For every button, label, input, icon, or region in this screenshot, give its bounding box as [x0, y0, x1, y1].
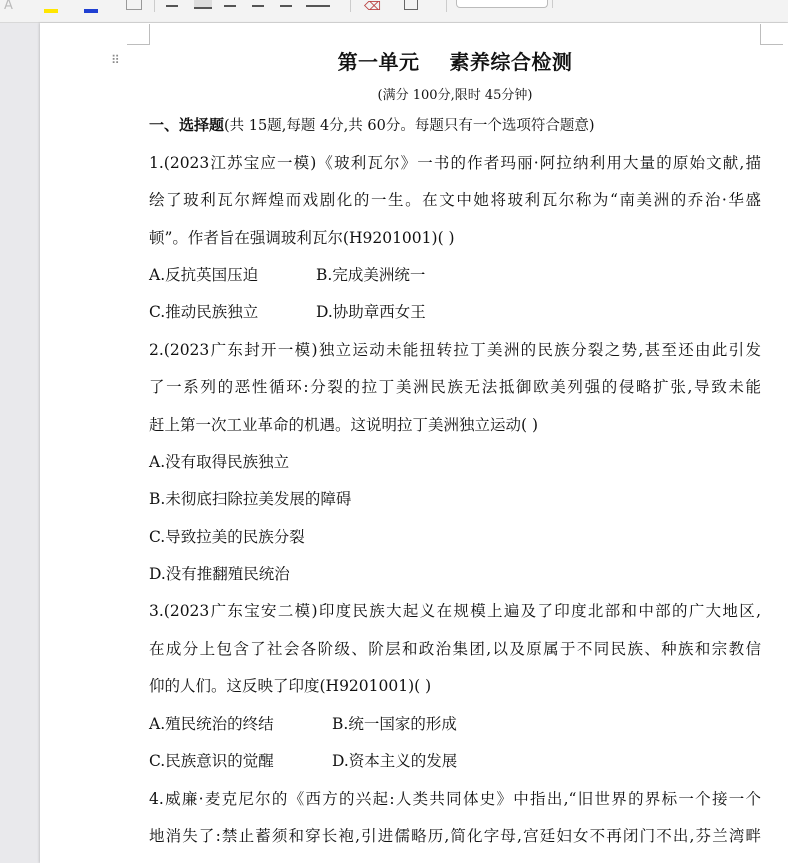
q1-stem-line-3: 顿”。作者旨在强调玻利瓦尔(H9201001)( ): [149, 229, 455, 247]
margin-corner-mark-left: [127, 24, 150, 45]
q1-stem-line-1: 1.(2023江苏宝应一模)《玻利瓦尔》一书的作者玛丽·阿拉纳利用大量的原始文献,描: [149, 154, 761, 172]
section-heading: [149, 115, 761, 136]
q3-option-b: B.统一国家的形成: [332, 715, 457, 733]
q2-stem-line-3: 赶上第一次工业革命的机遇。这说明拉丁美洲独立运动( ): [149, 416, 539, 434]
toolbar-divider: [154, 0, 155, 12]
q1-option-b: B.完成美洲统一: [316, 266, 426, 284]
q3-stem-line-3: 仰的人们。这反映了印度(H9201001)( ): [149, 677, 432, 695]
align-center-icon[interactable]: [194, 0, 212, 9]
style-gallery-box[interactable]: [456, 0, 548, 8]
q3-options-row-2: [149, 751, 761, 771]
distributed-align-icon[interactable]: [280, 0, 292, 7]
section-note: (共 15题,每题 4分,共 60分。每题只有一个选项符合题意): [224, 118, 595, 134]
q2-stem-line-1: 2.(2023广东封开一模)独立运动未能扭转拉丁美洲的民族分裂之势,甚至还由此引发: [149, 341, 761, 359]
border-icon[interactable]: [404, 0, 418, 10]
toolbar-divider: [446, 0, 447, 12]
q3-stem-line-2: 在成分上包含了社会各阶级、阶层和政治集团,以及原属于不同民族、种族和宗教信: [149, 640, 761, 658]
q4-stem-line-1: 4.威廉·麦克尼尔的《西方的兴起:人类共同体史》中指出,“旧世界的界标一个接一个: [149, 790, 761, 808]
q2-option-b: B.未彻底扫除拉美发展的障碍: [149, 490, 352, 508]
formatting-toolbar: [0, 0, 788, 23]
q2-option-c: C.导致拉美的民族分裂: [149, 528, 305, 546]
q4-stem-line-2: 地消失了:禁止蓄须和穿长袍,引进儒略历,简化字母,宫廷妇女不再闭门不出,芬兰湾畔: [149, 827, 761, 845]
q3-option-a: A.殖民统治的终结: [149, 715, 274, 733]
q1-stem-line-2: 绘了玻利瓦尔辉煌而戏剧化的一生。在文中她将玻利瓦尔称为“南美洲的乔治·华盛: [149, 191, 761, 209]
highlight-color-icon[interactable]: [44, 0, 60, 14]
justify-icon[interactable]: [252, 0, 264, 7]
q2-option-d: D.没有推翻殖民统治: [149, 565, 290, 583]
toolbar-divider: [350, 0, 351, 12]
align-right-icon[interactable]: [224, 0, 236, 7]
clear-format-icon[interactable]: ⌫: [364, 0, 381, 13]
char-shading-icon[interactable]: [126, 0, 142, 10]
q2-stem-line-2: 了一系列的恶性循环:分裂的拉丁美洲民族无法抵御欧美列强的侵略扩张,导致未能: [149, 378, 761, 396]
style-panel: [552, 0, 788, 8]
font-color-icon[interactable]: [84, 0, 100, 14]
section-label: 一、选择题: [149, 116, 225, 134]
q1-option-d: D.协助章西女王: [316, 303, 426, 321]
document-title: 第一单元 素养综合检测: [337, 50, 573, 74]
margin-corner-mark-right: [760, 24, 783, 45]
q3-option-d: D.资本主义的发展: [332, 752, 458, 770]
q1-options-row-1: [149, 265, 761, 285]
q1-option-a: A.反抗英国压迫: [149, 266, 259, 284]
document-subtitle: (满分 100分,限时 45分钟): [377, 88, 533, 103]
q3-options-row-1: [149, 714, 761, 734]
paragraph-drag-handle-icon[interactable]: ⠿: [111, 53, 119, 67]
q1-option-c: C.推动民族独立: [149, 303, 259, 321]
q3-stem-line-1: 3.(2023广东宝安二模)印度民族大起义在规模上遍及了印度北部和中部的广大地区,: [149, 602, 761, 620]
q1-options-row-2: [149, 302, 761, 322]
q2-option-a: A.没有取得民族独立: [149, 453, 290, 471]
document-page: [40, 23, 788, 863]
line-spacing-icon[interactable]: [306, 0, 330, 7]
align-left-icon[interactable]: [166, 0, 178, 7]
q3-option-c: C.民族意识的觉醒: [149, 752, 274, 770]
font-size-decrease-icon[interactable]: A: [4, 0, 13, 13]
